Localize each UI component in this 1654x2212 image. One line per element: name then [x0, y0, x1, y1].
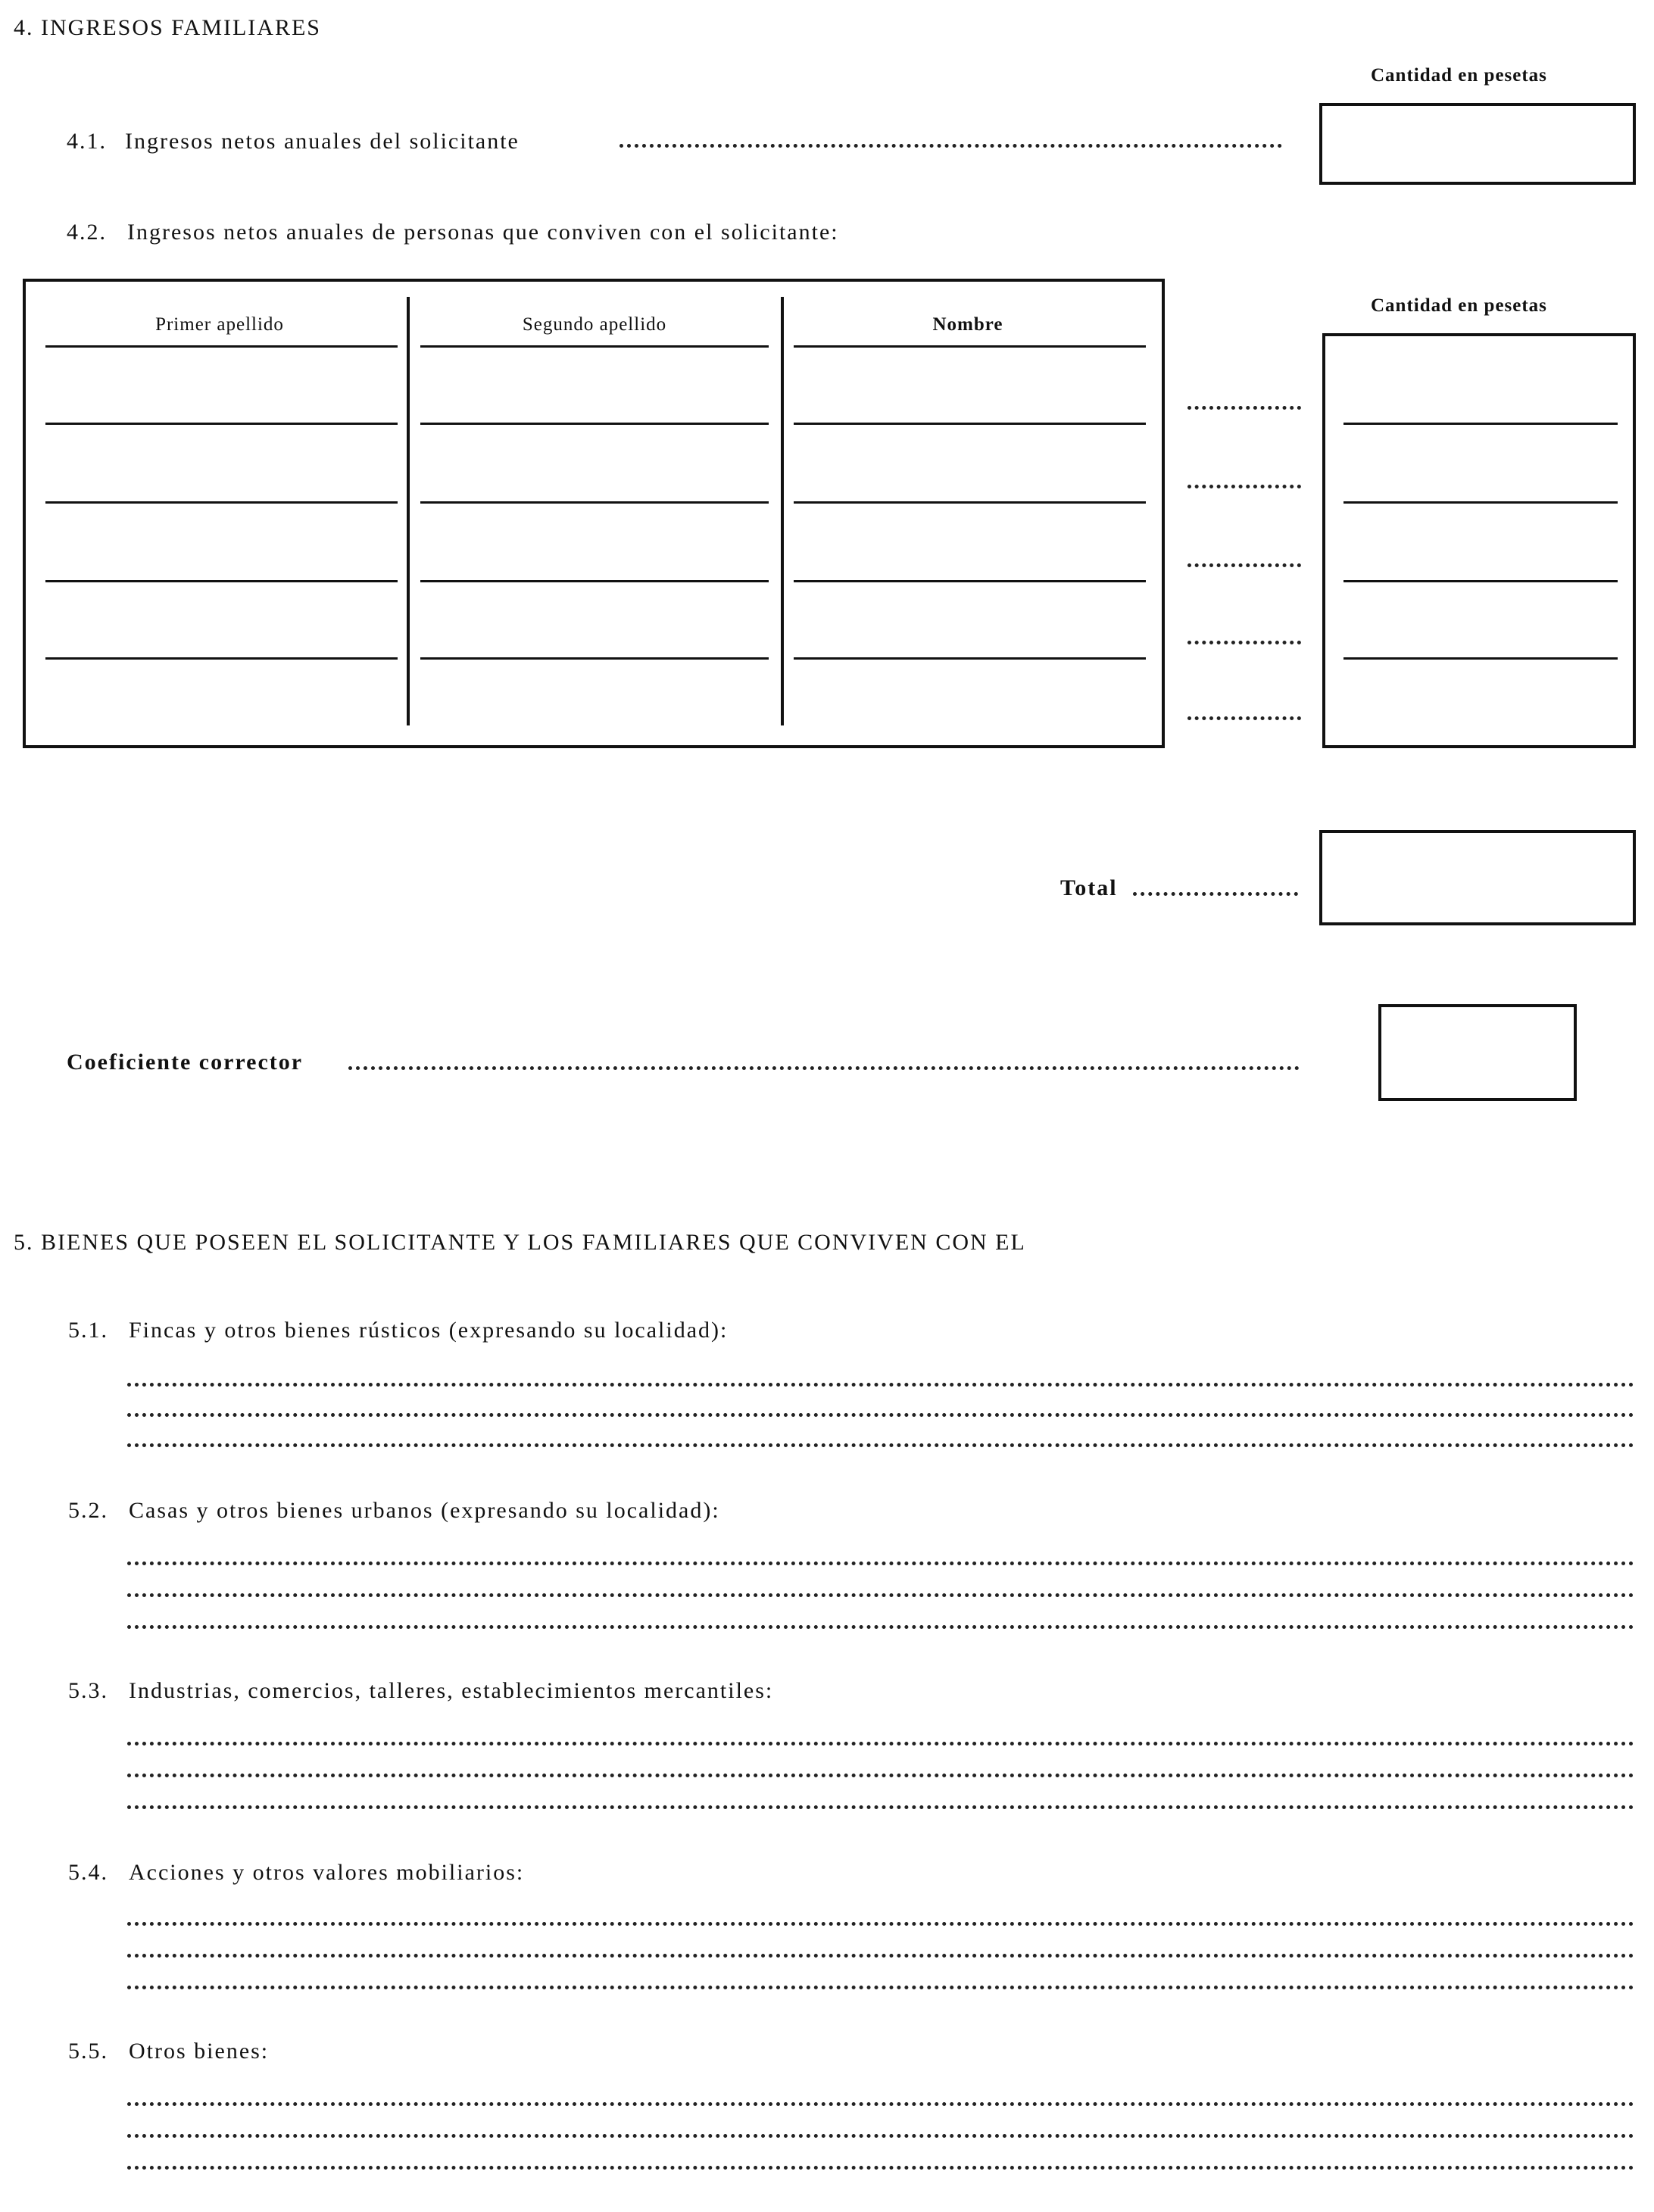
table-row-line: [45, 345, 398, 348]
table-column-divider: [781, 297, 784, 725]
item-4-1-leader-dots: [619, 144, 1282, 148]
section-4-heading: 4. INGRESOS FAMILIARES: [14, 15, 321, 40]
row-leader-dots: [1187, 716, 1301, 720]
item-5-2-label: Casas y otros bienes urbanos (expresando su localidad):: [129, 1498, 720, 1523]
table-row-line[interactable]: [45, 423, 398, 425]
table-row-line: [420, 345, 769, 348]
total-label: Total: [1060, 875, 1118, 900]
header-name: Nombre: [932, 314, 1003, 335]
item-5-4-number: 5.4.: [68, 1860, 108, 1885]
row-leader-dots: [1187, 406, 1301, 410]
table-row-line[interactable]: [794, 501, 1146, 504]
fill-in-dotted-line[interactable]: [127, 1562, 1634, 1565]
quantity-column-label: Cantidad en pesetas: [1371, 65, 1547, 86]
table-row-line[interactable]: [420, 423, 769, 425]
item-4-2-number: 4.2.: [67, 220, 107, 245]
amount-row-line[interactable]: [1343, 423, 1618, 425]
fill-in-dotted-line[interactable]: [127, 1593, 1634, 1597]
table-row-line[interactable]: [794, 657, 1146, 660]
table-row-line[interactable]: [45, 657, 398, 660]
fill-in-dotted-line[interactable]: [127, 1922, 1634, 1926]
fill-in-dotted-line[interactable]: [127, 2102, 1634, 2106]
item-5-4-label: Acciones y otros valores mobiliarios:: [129, 1860, 525, 1885]
table-column-divider: [407, 297, 410, 725]
table-row-line[interactable]: [794, 423, 1146, 425]
row-leader-dots: [1187, 641, 1301, 644]
table-row-line[interactable]: [420, 657, 769, 660]
item-4-2-label: Ingresos netos anuales de personas que conviven con el solicitante:: [127, 220, 839, 245]
item-5-1-label: Fincas y otros bienes rústicos (expresando su localidad):: [129, 1318, 729, 1343]
table-row-line[interactable]: [45, 501, 398, 504]
amount-row-line[interactable]: [1343, 657, 1618, 660]
item-5-3-number: 5.3.: [68, 1678, 108, 1703]
row-leader-dots: [1187, 485, 1301, 488]
row-leader-dots: [1187, 563, 1301, 567]
fill-in-dotted-line[interactable]: [127, 1625, 1634, 1629]
table-row-line[interactable]: [794, 580, 1146, 582]
header-second-surname: Segundo apellido: [522, 314, 667, 335]
item-5-2-number: 5.2.: [68, 1498, 108, 1523]
household-income-amounts-box: [1322, 333, 1636, 748]
item-4-1-label: Ingresos netos anuales del solicitante: [125, 129, 520, 154]
fill-in-dotted-line[interactable]: [127, 1742, 1634, 1746]
household-members-table: [23, 279, 1165, 748]
table-row-line: [794, 345, 1146, 348]
fill-in-dotted-line[interactable]: [127, 1954, 1634, 1958]
fill-in-dotted-line[interactable]: [127, 1413, 1634, 1417]
coefficient-label: Coeficiente corrector: [67, 1050, 304, 1075]
amount-row-line[interactable]: [1343, 501, 1618, 504]
item-5-3-label: Industrias, comercios, talleres, establecimientos mercantiles:: [129, 1678, 774, 1703]
fill-in-dotted-line[interactable]: [127, 1805, 1634, 1809]
amount-row-line[interactable]: [1343, 580, 1618, 582]
applicant-income-field[interactable]: [1319, 103, 1636, 185]
fill-in-dotted-line[interactable]: [127, 2166, 1634, 2170]
coefficient-field[interactable]: [1378, 1004, 1577, 1101]
fill-in-dotted-line[interactable]: [127, 1443, 1634, 1447]
header-first-surname: Primer apellido: [155, 314, 284, 335]
quantity-column-label: Cantidad en pesetas: [1371, 295, 1547, 316]
fill-in-dotted-line[interactable]: [127, 1774, 1634, 1777]
item-5-5-number: 5.5.: [68, 2039, 108, 2064]
section-5-heading: 5. BIENES QUE POSEEN EL SOLICITANTE Y LOS FAMILIARES QUE CONVIVEN CON EL: [14, 1230, 1026, 1255]
table-row-line[interactable]: [420, 580, 769, 582]
coefficient-leader-dots: [348, 1066, 1300, 1070]
fill-in-dotted-line[interactable]: [127, 1383, 1634, 1387]
table-row-line[interactable]: [45, 580, 398, 582]
total-field[interactable]: [1319, 830, 1636, 925]
fill-in-dotted-line[interactable]: [127, 2134, 1634, 2138]
table-row-line[interactable]: [420, 501, 769, 504]
item-5-1-number: 5.1.: [68, 1318, 108, 1343]
item-4-1-number: 4.1.: [67, 129, 107, 154]
item-5-5-label: Otros bienes:: [129, 2039, 270, 2064]
fill-in-dotted-line[interactable]: [127, 1986, 1634, 1989]
total-leader-dots: [1133, 892, 1298, 896]
